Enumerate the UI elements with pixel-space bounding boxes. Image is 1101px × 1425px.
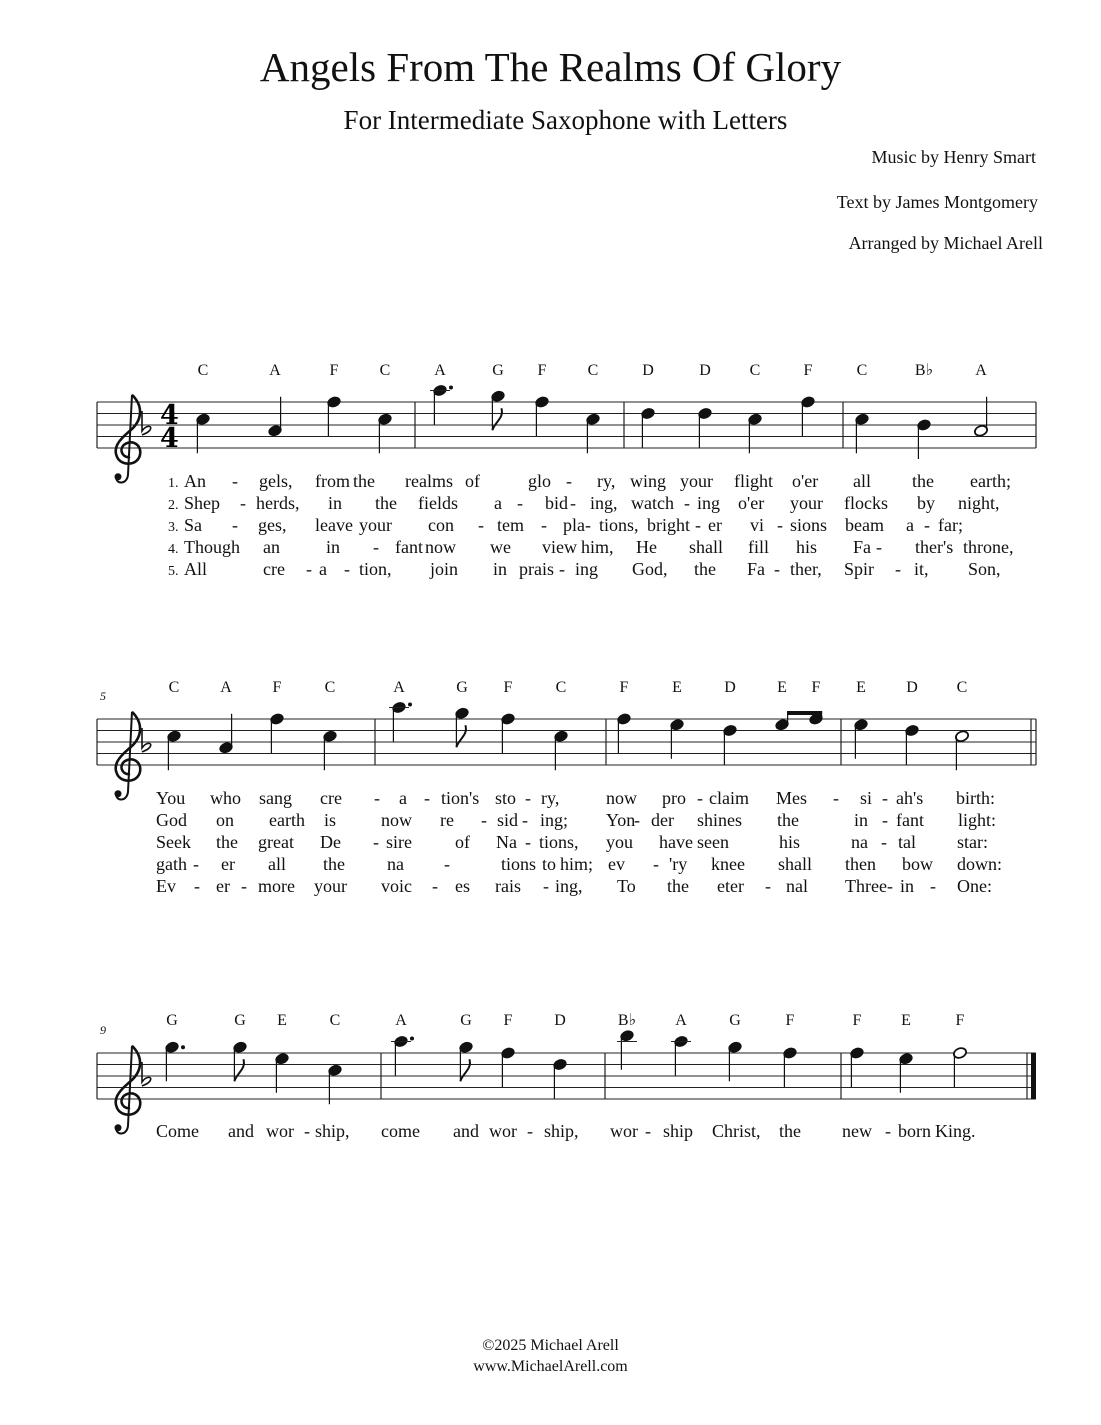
lyric-syllable: ther, xyxy=(790,559,822,579)
lyric-syllable: He xyxy=(636,537,657,557)
lyric-syllable: - xyxy=(566,471,572,491)
lyric-syllable: the xyxy=(375,493,397,513)
lyric-syllable: sire xyxy=(386,832,412,852)
lyric-syllable: - xyxy=(634,810,640,830)
lyric-syllable: Christ, xyxy=(712,1121,761,1141)
lyric-syllable: vi xyxy=(750,515,765,535)
lyric-syllable: from xyxy=(315,471,350,491)
lyric-syllable: realms xyxy=(405,471,453,491)
note-letter: F xyxy=(785,1012,795,1029)
lyric-syllable: gels, xyxy=(259,471,293,491)
lyric-syllable: - xyxy=(525,788,531,808)
lyric-syllable: a xyxy=(319,559,327,579)
lyric-syllable: - xyxy=(585,515,591,535)
lyric-syllable: far; xyxy=(938,515,963,535)
note-letter: G xyxy=(234,1012,246,1029)
lyric-syllable: it, xyxy=(914,559,929,579)
lyric-syllable: you xyxy=(606,832,633,852)
lyric-syllable: then xyxy=(845,854,876,874)
lyric-syllable: bright xyxy=(647,515,690,535)
lyric-syllable: - xyxy=(645,1121,651,1141)
note-flag xyxy=(234,1059,244,1081)
lyric-syllable: flight xyxy=(734,471,773,491)
lyric-syllable: tions, xyxy=(539,832,579,852)
website: www.MichaelArell.com xyxy=(473,1358,628,1375)
lyric-syllable: - xyxy=(525,832,531,852)
note-letter: D xyxy=(554,1012,566,1029)
note-letter: C xyxy=(379,362,391,379)
note-letter: F xyxy=(811,679,821,696)
lyric-syllable: of xyxy=(465,471,480,491)
lyric-syllable: - xyxy=(373,832,379,852)
note-letter: F xyxy=(803,362,813,379)
lyric-syllable: Seek xyxy=(156,832,191,852)
lyric-syllable: wor xyxy=(610,1121,638,1141)
lyric-syllable: shall xyxy=(689,537,723,557)
lyric-syllable: the xyxy=(353,471,375,491)
lyric-syllable: tions, xyxy=(599,515,639,535)
lyric-syllable: the xyxy=(323,854,345,874)
lyric-syllable: the xyxy=(777,810,799,830)
lyric-syllable: tem xyxy=(497,515,524,535)
lyric-syllable: ing xyxy=(575,559,599,579)
verse-number: 5. xyxy=(168,564,179,579)
key-flat-icon xyxy=(142,728,151,752)
lyric-syllable: re xyxy=(440,810,454,830)
lyric-syllable: tion, xyxy=(359,559,392,579)
lyric-syllable: ship, xyxy=(315,1121,350,1141)
lyric-syllable: - xyxy=(193,854,199,874)
lyric-syllable: er xyxy=(216,876,230,896)
lyric-syllable: Sa xyxy=(184,515,202,535)
lyric-syllable: wor xyxy=(489,1121,517,1141)
lyric-syllable: sid xyxy=(497,810,519,830)
lyric-syllable: in xyxy=(326,537,341,557)
lyric-syllable: an xyxy=(263,537,280,557)
note-letter: F xyxy=(955,1012,965,1029)
lyric-syllable: - xyxy=(881,832,887,852)
lyric-syllable: - xyxy=(684,493,690,513)
lyric-syllable: er xyxy=(708,515,722,535)
lyric-syllable: his xyxy=(796,537,818,557)
lyric-syllable: Shep xyxy=(184,493,220,513)
lyric-syllable: si xyxy=(860,788,873,808)
note-letter: F xyxy=(619,679,629,696)
lyric-syllable: - xyxy=(481,810,487,830)
lyric-syllable: fill xyxy=(748,537,769,557)
lyric-syllable: - xyxy=(517,493,523,513)
note-letter: G xyxy=(492,362,504,379)
treble-clef-icon xyxy=(115,1046,141,1134)
lyric-syllable: view xyxy=(542,537,577,557)
lyric-syllable: fant xyxy=(395,537,423,557)
lyric-syllable: rais xyxy=(495,876,521,896)
note-letter: F xyxy=(503,679,513,696)
note-flag xyxy=(492,408,502,430)
time-signature-bottom: 4 xyxy=(160,423,179,454)
lyric-syllable: der xyxy=(651,810,674,830)
lyric-syllable: of xyxy=(455,832,470,852)
lyric-syllable: knee xyxy=(711,854,745,874)
lyric-syllable: the xyxy=(216,832,238,852)
lyric-syllable: the xyxy=(912,471,934,491)
time-signature-top: 4 xyxy=(160,400,179,431)
lyric-syllable: in xyxy=(493,559,508,579)
lyric-syllable: your xyxy=(314,876,347,896)
lyric-syllable: - xyxy=(559,559,565,579)
lyric-syllable: night, xyxy=(958,493,1000,513)
lyric-syllable: - xyxy=(765,876,771,896)
lyric-syllable: gath xyxy=(156,854,187,874)
lyric-syllable: a xyxy=(399,788,407,808)
lyric-syllable: - xyxy=(895,559,901,579)
lyric-syllable: have xyxy=(659,832,693,852)
lyric-syllable: - xyxy=(653,854,659,874)
verse-number: 2. xyxy=(168,498,179,513)
note-letter: G xyxy=(166,1012,178,1029)
note-flag xyxy=(456,725,466,747)
lyric-syllable: ah's xyxy=(896,788,924,808)
note-letter: A xyxy=(395,1012,407,1029)
lyric-syllable: a xyxy=(494,493,502,513)
lyric-syllable: ry, xyxy=(541,788,560,808)
lyric-syllable: To xyxy=(617,876,636,896)
lyric-syllable: sto xyxy=(495,788,517,808)
note-letter: F xyxy=(852,1012,862,1029)
note-letter: E xyxy=(672,679,682,696)
lyric-syllable: shines xyxy=(697,810,742,830)
lyric-syllable: Yon xyxy=(606,810,636,830)
lyric-syllable: the xyxy=(779,1121,801,1141)
note-letter: D xyxy=(699,362,711,379)
lyric-syllable: tal xyxy=(898,832,916,852)
lyric-syllable: - xyxy=(777,515,783,535)
lyric-syllable: - xyxy=(924,515,930,535)
augmentation-dot xyxy=(449,386,453,390)
staff-system xyxy=(97,1029,1036,1133)
lyric-syllable: come xyxy=(381,1121,420,1141)
composer-credit: Music by Henry Smart xyxy=(871,147,1036,167)
lyric-syllable: him; xyxy=(560,854,594,874)
measure-number: 5 xyxy=(100,689,106,703)
treble-clef-icon xyxy=(115,712,141,800)
lyric-syllable: your xyxy=(790,493,823,513)
lyric-syllable: - xyxy=(344,559,350,579)
lyric-syllable: ry, xyxy=(597,471,616,491)
lyric-syllable: - xyxy=(522,810,528,830)
lyric-syllable: pro xyxy=(662,788,686,808)
lyric-syllable: watch xyxy=(631,493,674,513)
lyric-syllable: and xyxy=(228,1121,254,1141)
note-letter: G xyxy=(729,1012,741,1029)
lyric-syllable: and xyxy=(453,1121,479,1141)
lyric-syllable: on xyxy=(216,810,234,830)
lyric-syllable: cre xyxy=(263,559,285,579)
lyric-syllable: to xyxy=(542,854,557,874)
lyric-syllable: You xyxy=(156,788,186,808)
lyric-syllable: more xyxy=(258,876,295,896)
lyric-syllable: ther's xyxy=(915,537,954,557)
lyric-syllable: - xyxy=(543,876,549,896)
lyric-syllable: throne, xyxy=(963,537,1014,557)
note-letter: D xyxy=(906,679,918,696)
lyric-syllable: - xyxy=(240,493,246,513)
note-letter: E xyxy=(277,1012,287,1029)
lyric-syllable: sions xyxy=(790,515,828,535)
augmentation-dot xyxy=(181,1045,185,1049)
note-letter: C xyxy=(324,679,336,696)
lyric-syllable: voic xyxy=(381,876,412,896)
lyric-syllable: 'ry xyxy=(669,854,688,874)
note-letter: D xyxy=(724,679,736,696)
lyric-syllable: ing, xyxy=(555,876,583,896)
lyric-syllable: - xyxy=(774,559,780,579)
staff-system xyxy=(97,384,1036,482)
lyric-syllable: tion's xyxy=(441,788,480,808)
lyric-syllable: earth; xyxy=(970,471,1011,491)
lyric-syllable: - xyxy=(478,515,484,535)
lyric-syllable: Son, xyxy=(968,559,1001,579)
lyric-syllable: prais xyxy=(519,559,554,579)
lyric-syllable: shall xyxy=(778,854,812,874)
lyric-syllable: by xyxy=(917,493,935,513)
lyric-syllable: we xyxy=(490,537,511,557)
lyric-syllable: God, xyxy=(632,559,668,579)
lyric-syllable: tions xyxy=(501,854,537,874)
lyric-syllable: all xyxy=(268,854,286,874)
note-letter: F xyxy=(329,362,339,379)
note-letter: F xyxy=(503,1012,513,1029)
lyric-syllable: - xyxy=(424,788,430,808)
lyric-syllable: earth xyxy=(269,810,305,830)
lyric-syllable: ev xyxy=(608,854,625,874)
lyric-syllable: pla xyxy=(563,515,585,535)
lyricist-credit: Text by James Montgomery xyxy=(836,192,1038,212)
lyric-syllable: now xyxy=(381,810,412,830)
note-letter: C xyxy=(329,1012,341,1029)
note-flag xyxy=(460,1059,470,1081)
lyric-syllable: - xyxy=(444,854,450,874)
lyric-syllable: bow xyxy=(902,854,933,874)
augmentation-dot xyxy=(410,1037,414,1041)
note-letter: B♭ xyxy=(617,1012,637,1029)
lyric-syllable: na xyxy=(387,854,404,874)
lyric-syllable: con xyxy=(428,515,454,535)
note-letter: F xyxy=(537,362,547,379)
lyric-syllable: seen xyxy=(697,832,729,852)
page-title: Angels From The Realms Of Glory xyxy=(259,44,842,90)
lyric-syllable: light: xyxy=(958,810,997,830)
lyric-syllable: wor xyxy=(266,1121,294,1141)
lyric-syllable: - xyxy=(374,788,380,808)
lyric-syllable: An xyxy=(184,471,206,491)
lyric-syllable: Three xyxy=(845,876,887,896)
lyric-syllable: na xyxy=(851,832,868,852)
lyric-syllable: cre xyxy=(320,788,342,808)
lyric-syllable: Though xyxy=(184,537,240,557)
lyric-syllable: herds, xyxy=(256,493,300,513)
lyric-syllable: in xyxy=(328,493,343,513)
lyric-syllable: - xyxy=(232,515,238,535)
lyric-syllable: who xyxy=(210,788,241,808)
verse-number: 3. xyxy=(168,520,179,535)
lyric-syllable: bid xyxy=(545,493,569,513)
lyric-syllable: Fa xyxy=(853,537,871,557)
lyric-syllable: - xyxy=(882,810,888,830)
note-letter: C xyxy=(587,362,599,379)
note-letter: A xyxy=(975,362,987,379)
lyric-syllable: o'er xyxy=(792,471,819,491)
lyric-syllable: the xyxy=(694,559,716,579)
note-letter: A xyxy=(393,679,405,696)
lyric-syllable: is xyxy=(324,810,337,830)
note-letter: D xyxy=(642,362,654,379)
lyric-syllable: down: xyxy=(957,854,1002,874)
measure-number: 9 xyxy=(100,1023,106,1037)
final-barline xyxy=(1031,1053,1036,1099)
lyric-syllable: your xyxy=(680,471,713,491)
lyric-syllable: - xyxy=(833,788,839,808)
note-letter: A xyxy=(434,362,446,379)
lyric-syllable: - xyxy=(695,515,701,535)
lyric-syllable: born xyxy=(898,1121,931,1141)
lyric-syllable: ship xyxy=(663,1121,694,1141)
note-letter: C xyxy=(856,362,868,379)
verse-number: 1. xyxy=(168,476,179,491)
lyric-syllable: him, xyxy=(581,537,614,557)
augmentation-dot xyxy=(408,703,412,707)
lyric-syllable: ges, xyxy=(258,515,287,535)
lyric-syllable: sang xyxy=(259,788,292,808)
lyric-syllable: - xyxy=(432,876,438,896)
note-letter: A xyxy=(269,362,281,379)
lyric-syllable: - xyxy=(232,471,238,491)
note-letter: A xyxy=(220,679,232,696)
lyric-syllable: ing, xyxy=(590,493,618,513)
lyric-syllable: eter xyxy=(717,876,744,896)
copyright: ©2025 Michael Arell xyxy=(482,1337,619,1354)
note-letter: E xyxy=(856,679,866,696)
lyric-syllable: his xyxy=(779,832,801,852)
note-letter: E xyxy=(901,1012,911,1029)
lyric-syllable: One: xyxy=(957,876,992,896)
lyric-syllable: Spir xyxy=(844,559,875,579)
lyric-syllable: ing xyxy=(697,493,721,513)
lyric-syllable: fields xyxy=(418,493,458,513)
lyric-syllable: - xyxy=(882,788,888,808)
lyric-syllable: - xyxy=(527,1121,533,1141)
lyric-syllable: birth: xyxy=(956,788,995,808)
lyric-syllable: o'er xyxy=(738,493,765,513)
key-flat-icon xyxy=(142,1062,151,1086)
lyric-syllable: Na xyxy=(496,832,517,852)
note-letter: B♭ xyxy=(914,362,934,379)
lyric-syllable: glo xyxy=(528,471,552,491)
lyric-syllable: ing; xyxy=(540,810,569,830)
lyric-syllable: in xyxy=(900,876,915,896)
note-letter: E xyxy=(777,679,787,696)
lyric-syllable: Mes xyxy=(776,788,807,808)
lyric-syllable: beam xyxy=(845,515,884,535)
note-letter: C xyxy=(956,679,968,696)
note-letter: C xyxy=(168,679,180,696)
lyric-syllable: in xyxy=(854,810,869,830)
lyric-syllable: fant xyxy=(896,810,924,830)
lyric-syllable: Come xyxy=(156,1121,199,1141)
lyric-syllable: - xyxy=(541,515,547,535)
note-letter: G xyxy=(460,1012,472,1029)
lyric-syllable: - xyxy=(241,876,247,896)
lyric-syllable: a xyxy=(906,515,914,535)
lyric-syllable: - xyxy=(570,493,576,513)
lyric-syllable: - xyxy=(373,537,379,557)
lyric-syllable: - xyxy=(885,1121,891,1141)
lyric-syllable: now xyxy=(606,788,637,808)
lyric-syllable: all xyxy=(853,471,871,491)
note-beam xyxy=(788,711,822,715)
note-letter: A xyxy=(675,1012,687,1029)
lyric-syllable: Fa xyxy=(747,559,765,579)
lyric-syllable: star: xyxy=(957,832,988,852)
lyric-syllable: nal xyxy=(786,876,808,896)
verse-number: 4. xyxy=(168,542,179,557)
lyric-syllable: claim xyxy=(709,788,749,808)
note-letter: G xyxy=(456,679,468,696)
arranger-credit: Arranged by Michael Arell xyxy=(848,233,1043,253)
lyric-syllable: leave xyxy=(315,515,353,535)
lyric-syllable: flocks xyxy=(844,493,888,513)
lyric-syllable: King. xyxy=(935,1121,976,1141)
treble-clef-icon xyxy=(115,395,141,483)
lyric-syllable: er xyxy=(221,854,235,874)
lyric-syllable: your xyxy=(359,515,392,535)
lyric-syllable: - xyxy=(887,876,893,896)
lyric-syllable: De xyxy=(320,832,341,852)
lyric-syllable: - xyxy=(697,788,703,808)
note-letter: F xyxy=(272,679,282,696)
lyric-syllable: - xyxy=(306,559,312,579)
note-letter: C xyxy=(555,679,567,696)
key-flat-icon xyxy=(142,411,151,435)
lyric-syllable: new xyxy=(842,1121,872,1141)
lyric-syllable: now xyxy=(425,537,456,557)
lyric-syllable: - xyxy=(876,537,882,557)
note-letter: C xyxy=(197,362,209,379)
lyric-syllable: - xyxy=(930,876,936,896)
lyric-syllable: - xyxy=(194,876,200,896)
lyric-syllable: es xyxy=(455,876,470,896)
lyric-syllable: great xyxy=(258,832,294,852)
lyric-syllable: join xyxy=(430,559,459,579)
lyric-syllable: the xyxy=(667,876,689,896)
lyric-syllable: All xyxy=(184,559,208,579)
note-letter: C xyxy=(749,362,761,379)
lyric-syllable: wing xyxy=(630,471,666,491)
lyric-syllable: Ev xyxy=(156,876,176,896)
lyric-syllable: God xyxy=(156,810,187,830)
lyric-syllable: - xyxy=(304,1121,310,1141)
lyric-syllable: ship, xyxy=(544,1121,579,1141)
staff-system xyxy=(97,701,1036,799)
page-subtitle: For Intermediate Saxophone with Letters xyxy=(343,105,788,135)
